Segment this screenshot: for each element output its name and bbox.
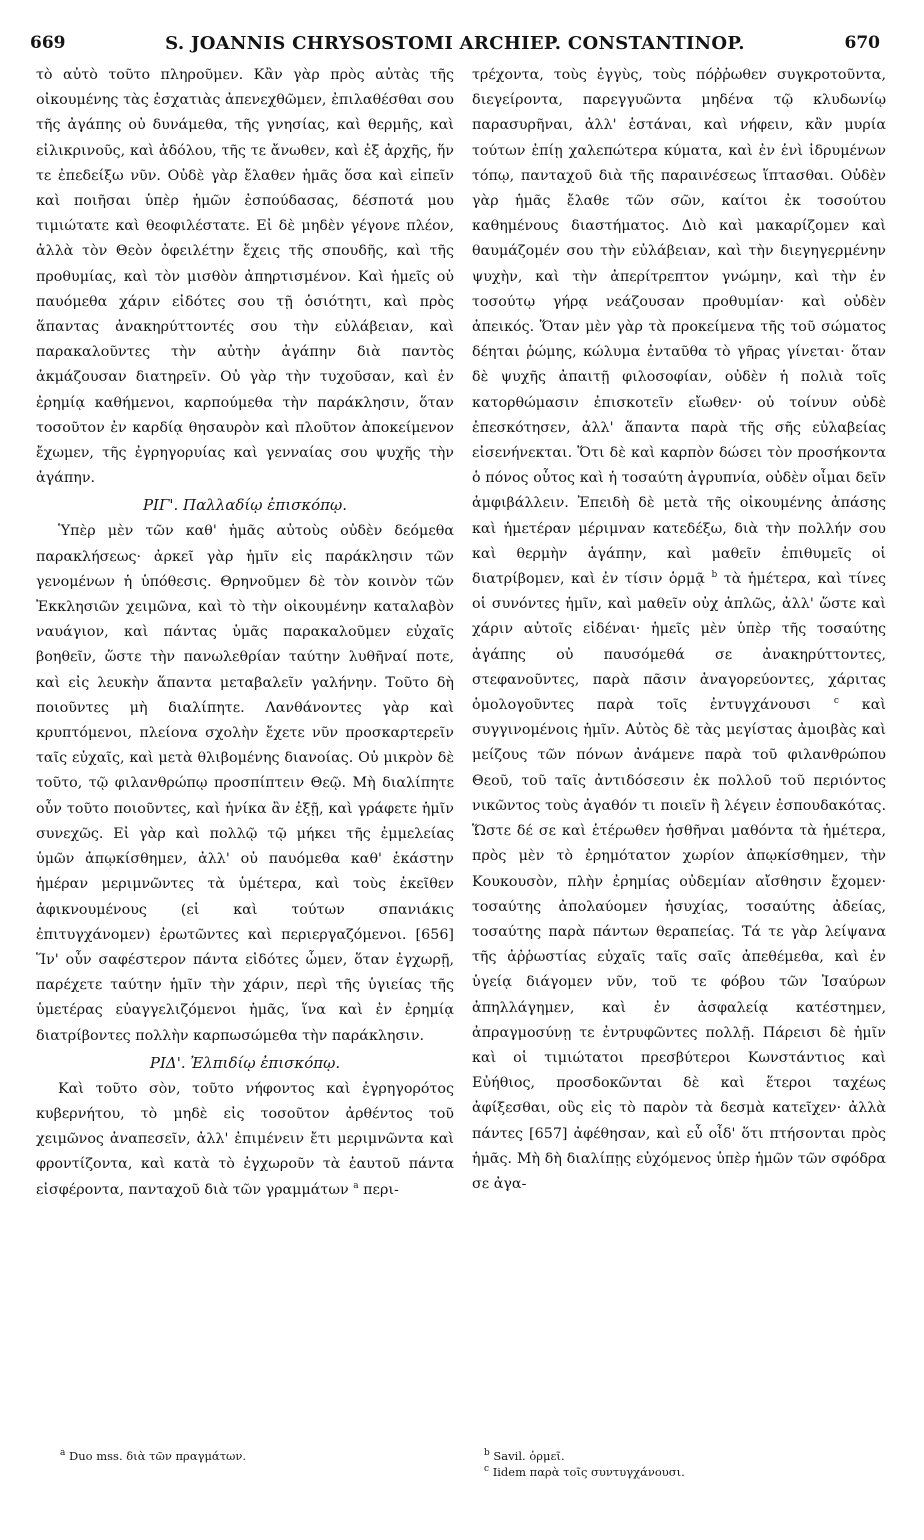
letter-113-text: Ὑπὲρ μὲν τῶν καθ' ἡμᾶς αὐτοὺς οὐδὲν δεόμεθα παρακλήσεως· ἀρκεῖ γὰρ ἡμῖν εἰς παράκλησιν τῶν γενομένων ἡ ὑπόθεσις. Θρηνοῦμεν δὲ τὸν κοινὸν τῶν Ἐκκλησιῶν χειμῶνα, καὶ τὸ τὴν οἰκουμένην καταλαβὸν ναυάγιον, καὶ πάντας ὑμᾶς παρακαλοῦμεν εὐχαῖς βοηθεῖν, ὥστε τὴν πανωλεθρίαν ταύτην λυθῆναί ποτε, καὶ εἰς λευκὴν ἅπαντα μεταβαλεῖν γαλήνην. Τοῦτο δὴ ποιοῦντες μὴ διαλίπητε. Λανθάνοντες γὰρ καὶ κρυπτόμενοι, πλείονα σχολὴν ἔχετε νῦν προσκαρτερεῖν ταῖς εὐχαῖς, καὶ μετὰ θλιβομένης διανοίας. Οὐ μικρὸν δὲ τοῦτο, τῷ φιλανθρώπῳ προσπίπτειν Θεῷ. Μὴ διαλίπητε οὖν τοῦτο ποιοῦντες, καὶ ἡνίκα ἂν ἐξῇ, καὶ γράφετε ἡμῖν συνεχῶς. Εἰ γὰρ καὶ πολλῷ τῷ μήκει τῆς ἐμμελείας ὑμῶν ἀπῳκίσθημεν, ἀλλ' οὐ παυόμεθα καθ' ἑκάστην ἡμέραν μεριμνῶντες τὰ ὑμέτερα, καὶ τοὺς ἐκεῖθεν ἀφικνουμένους (εἰ καὶ τούτων σπανιάκις ἐπιτυγχάνομεν) ἐρωτῶντες καὶ περιεργαζόμενοι. [656] Ἵν' οὖν σαφέστερον πάντα εἰδότες ὦμεν, ὅταν ἐγχωρῇ, παρέχετε ταύτην ἡμῖν τὴν χάριν, περὶ τῆς ὑγιείας τῆς ὑμετέρας εὐαγγελιζόμενοι ἡμᾶς, ἵνα καὶ ἐν ἐρημίᾳ διατρίβοντες πολλὴν καρπωσώμεθα τὴν παράκλησιν. xyxy=(36,523,454,1044)
letter-114-heading: ΡΙΔ'. Ἐλπιδίῳ ἐπισκόπῳ. xyxy=(149,1053,341,1072)
footnote-c: $^c$ Iidem παρὰ τοῖς συντυγχάνουσι. xyxy=(484,1464,685,1479)
letter-114-continued: τρέχοντα, τοὺς ἐγγὺς, τοὺς πόῤῥωθεν συγκροτοῦντα, διεγείροντα, παρεγγυῶντα μηδένα τῷ κλυδωνίῳ παρασυρῆναι, ἀλλ' ἑστάναι, καὶ νήφειν, κἂν μυρία τούτων ἐπίῃ χαλεπώτερα κύματα, καὶ ἐν ἑνὶ ἱδρυμένων τόπῳ, πανταχοῦ διὰ τῆς παραινέσεως ἵπτασθαι. Οὐδὲν γὰρ ἡμᾶς ἔλαθε τῶν σῶν, καίτοι ἐκ τοσούτου καθημένους διαστήματος. Διὸ καὶ μακαρίζομεν καὶ θαυμάζομέν σου τὴν εὐλάβειαν, καὶ τὴν διεγηγερμένην ψυχὴν, καὶ τὴν ἀπερίτρεπτον γνώμην, καὶ τὴν ἐν τοσούτῳ γήρᾳ νεάζουσαν προθυμίαν· καὶ οὐδὲν ἀπεικός. Ὅταν μὲν γὰρ τὰ προκείμενα τῆς τοῦ σώματος δέηται ῥώμης, κώλυμα ἐνταῦθα τὸ γῆρας γίνεται· ὅταν δὲ ψυχῆς ἀπαιτῇ φιλοσοφίαν, οὐδὲν ἡ πολιὰ τοῖς κατορθώμασιν ἐπισκοτεῖν εἴωθεν· οὐ τοίνυν οὐδὲ ἐπεσκότησεν, ἀλλ' ἅπαντα παρὰ τῆς σῆς εὐλαβείας εἰσενήνεκται. Ὅτι δὲ καὶ καρπὸν δώσει τὸν προσήκοντα ὁ πόνος οὗτος καὶ ἡ τοσαύτη ἀγρυπνία, οὐδὲν οἶμαι δεῖν ἀμφιβάλλειν. Ἐπειδὴ δὲ μετὰ τῆς οἰκουμένης ἁπάσης καὶ ἡμετέραν μέριμναν κατεδέξω, διὰ τὴν πολλήν σου καὶ θερμὴν ἀγάπην, καὶ μαθεῖν ἐπιθυμεῖς οἱ διατρίβομεν, καὶ ἐν τίσιν ὁρμᾷ $^b$ τὰ ἡμέτερα, καὶ τίνες οἱ συνόντες ἡμῖν, καὶ μαθεῖν οὐχ ἁπλῶς, ἀλλ' ὥστε καὶ χάριν αὐτοῖς εἰδέναι· ἡμεῖς μὲν ὑπὲρ τῆς τοσαύτης ἀγάπης οὐ παυσόμεθά σε ἀνακηρύττοντες, στεφανοῦντες, παρὰ πᾶσιν ἀναγορεύοντες, χάριτας ὁμολογοῦντες παρὰ τοῖς ἐντυγχάνουσι $^c$ καὶ συγγινομένοις ἡμῖν. Αὐτὸς δὲ τὰς μεγίστας ἀμοιβὰς καὶ μείζους τῶν πόνων ἀνάμενε παρὰ τοῦ φιλανθρώπου Θεοῦ, τοῦ ταῖς ἀντιδόσεσιν ἐκ πολλοῦ τοῦ περιόντος νικῶντος τοὺς ἀγαθόν τι ποιεῖν ἢ λέγειν ἐσπουδακότας. Ὥστε δέ σε καὶ ἑτέρωθεν ἡσθῆναι μαθόντα τὰ ἡμέτερα, πρὸς μὲν τὸ ἐρημότατον χωρίον ἀπῳκίσθημεν, τὴν Κουκουσὸν, πλὴν ἐρημίας οὐδεμίαν αἴσθησιν ἔχομεν· τοσαύτης ἀπολαύομεν ἡσυχίας, τοσαύτης ἀδείας, τοσαύτης παρὰ πάντων θεραπείας. Τά τε γὰρ λείψανα τῆς ἀῤῥωστίας εὐχαῖς ταῖς σαῖς ἀπεθέμεθα, καὶ ἐν ὑγείᾳ διάγομεν νῦν, τοῦ τε φόβου τῶν Ἰσαύρων ἀπηλλάγημεν, καὶ ἐν ἀσφαλείᾳ κατέστημεν, ἀπραγμοσύνῃ τε ἐντρυφῶντες πολλῇ. Πάρεισι δὲ ἡμῖν καὶ οἱ τιμιώτατοι πρεσβύτεροι Κωνστάντιος καὶ Εὐήθιος, προσδοκῶνται δὲ καὶ ἕτεροι ταχέως ἀφίξεσθαι, οὓς εἰς τὸ παρὸν τὰ δεσμὰ κατεῖχεν· ἀλλὰ πάντες [657] ἀφέθησαν, καὶ εὖ οἶδ' ὅτι πτήσονται πρὸς ἡμᾶς. Μὴ δὴ διαλίπῃς εὐχόμενος ὑπὲρ ἡμῶν τῶν σφόδρα σε ἀγα- xyxy=(472,67,886,1192)
footnote-b: $^b$ Savil. ὁρμεῖ. xyxy=(484,1448,565,1463)
footnotes-right xyxy=(484,1448,884,1480)
letter-114-text: Καὶ τοῦτο σὸν, τοῦτο νήφοντος καὶ ἐγρηγορότος κυβερνήτου, τὸ μηδὲ εἰς τοσοῦτον ἀρθέντος τοῦ χειμῶνος ἀναπεσεῖν, ἀλλ' ἐπιμένειν ἔτι μεριμνῶντα καὶ φροντίζοντα, καὶ κατὰ τὸ ἐγχωροῦν τὰ ἑαυτοῦ πάντα εἰσφέροντα, πανταχοῦ διὰ τῶν γραμμάτων $^a$ περι- xyxy=(36,1080,454,1198)
page-number-right: 670 xyxy=(844,33,880,53)
page-header xyxy=(30,33,880,59)
footnote-ref-a: a xyxy=(353,1180,359,1191)
right-column xyxy=(472,63,886,1197)
running-title: S. JOANNIS CHRYSOSTOMI ARCHIEP. CONSTANTINOP. xyxy=(165,33,745,54)
footnote-a: $^a$ Duo mss. διὰ τῶν πραγμάτων. xyxy=(60,1448,247,1463)
footnote-ref-c: c xyxy=(833,696,839,707)
footnote-ref-b: b xyxy=(711,570,718,581)
footnotes-left xyxy=(60,1448,440,1464)
letter-113-heading: ΡΙΓ'. Παλλαδίῳ ἐπισκόπῳ. xyxy=(142,496,348,515)
left-column xyxy=(36,63,454,1203)
letter-112-ending: τὸ αὐτὸ τοῦτο πληροῦμεν. Κἂν γὰρ πρὸς αὐτὰς τῆς οἰκουμένης τὰς ἐσχατιὰς ἀπενεχθῶμεν, ἐπιλαθέσθαι σου τῆς ἀγάπης οὐ δυνάμεθα, τῆς γνησίας, καὶ θερμῆς, καὶ εἰλικρινοῦς, καὶ ἀδόλου, τῆς τε ἄνωθεν, καὶ ἐξ ἀρχῆς, ἥν τε ἐπεδείξω νῦν. Οὐδὲ γὰρ ἔλαθεν ἡμᾶς ὅσα καὶ εἰπεῖν καὶ ποιῆσαι ὑπὲρ ἡμῶν ἐσπούδασας, δέσποτά μου τιμιώτατε καὶ θεοφιλέστατε. Εἰ δὲ μηδὲν γέγονε πλέον, ἀλλὰ τὸν Θεὸν ὀφειλέτην ἔχεις τῆς σπουδῆς, καὶ τῆς προθυμίας, καὶ τὸν μισθὸν ἀπηρτισμένον. Καὶ ἡμεῖς οὐ παυόμεθα χάριν εἰδότες σου τῇ ὁσιότητι, καὶ πρὸς ἅπαντας ἀνακηρύττοντές σου τὴν εὐλάβειαν, καὶ παρακαλοῦντες τὴν αὐτὴν ἀγάπην διὰ παντὸς ἀκμάζουσαν διατηρεῖν. Οὐ γὰρ τὴν τυχοῦσαν, καὶ ἐν ἐρημίᾳ καθήμενοι, καρπούμεθα τὴν παράκλησιν, ὅταν τοσοῦτον ἐν καρδίᾳ θησαυρὸν καὶ πλοῦτον ἀποκείμενον ἔχωμεν, τῆς ἐγρηγορυίας καὶ γενναίας σου ψυχῆς τὴν ἀγάπην. xyxy=(36,67,454,487)
page-number-left: 669 xyxy=(30,33,66,53)
